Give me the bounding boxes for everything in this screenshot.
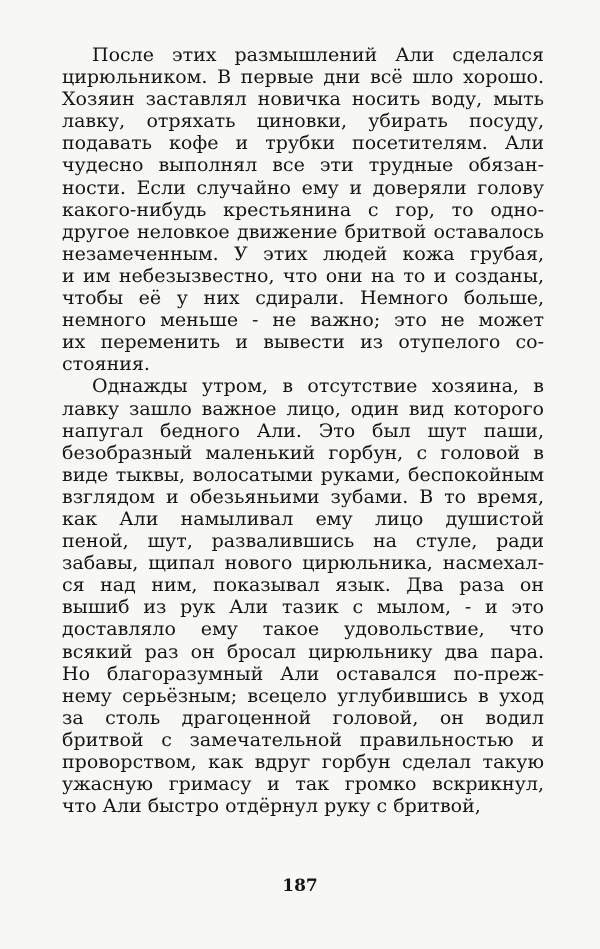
text-line: безобразный маленький горбун, с головой в (62, 441, 544, 464)
text-line: ся над ним, показывал язык. Два раза он (62, 574, 544, 597)
text-line: что Али быстро отдёрнул руку с бритвой, (62, 795, 481, 818)
text-line: подавать кофе и трубки посетителям. Али (62, 132, 544, 155)
text-line: бритвой с замечательной правильностью и (62, 728, 544, 751)
text-line: их переменить и вывести из отупелого со- (62, 331, 544, 354)
text-line: и им небезызвестно, что они на то и созданы, (62, 264, 544, 287)
text-line: проворством, как вдруг горбун сделал такую (62, 751, 544, 773)
text-line: пеной, шут, развалившись на стуле, ради (62, 530, 544, 553)
text-line: забавы, щипал нового цирюльника, насмехал- (62, 552, 544, 575)
body-text (62, 44, 544, 817)
text-line: лавку, отряхать циновки, убирать посуду, (62, 110, 544, 133)
paragraph (62, 44, 544, 375)
text-line: вышиб из рук Али тазик с мылом, - и это (62, 596, 544, 619)
text-line: виде тыквы, волосатыми руками, беспокойным (62, 463, 544, 486)
text-line: цирюльником. В первые дни всё шло хорошо. (62, 66, 544, 89)
text-line: другое неловкое движение бритвой оставалось (62, 220, 544, 243)
text-line: немного меньше - не важно; это не может (62, 309, 544, 332)
text-line: нему серьёзным; всецело углубившись в уход (62, 684, 544, 707)
text-line: всякий раз он бросал цирюльнику два пара. (62, 640, 544, 663)
page-number: 187 (282, 876, 318, 896)
text-line: напугал бедного Али. Это был шут паши, (62, 419, 544, 442)
text-line: лавку зашло важное лицо, один вид которого (62, 397, 544, 420)
text-line: ужасную гримасу и так громко вскрикнул, (62, 773, 544, 796)
text-line: ности. Если случайно ему и доверяли голову (62, 176, 544, 199)
text-line: незамеченным. У этих людей кожа грубая, (62, 242, 544, 265)
text-line: Однажды утром, в отсутствие хозяина, в (92, 375, 544, 398)
text-line: как Али намыливал ему лицо душистой (62, 507, 544, 530)
text-line: какого-нибудь крестьянина с гор, то одно- (62, 198, 544, 221)
text-line: взглядом и обезьяньими зубами. В то время, (62, 485, 544, 508)
text-line: Хозяин заставлял новичка носить воду, мыть (62, 88, 544, 111)
text-line: доставляло ему такое удовольствие, что (62, 618, 544, 641)
text-line: чудесно выполнял все эти трудные обязан- (62, 154, 544, 177)
text-line: После этих размышлений Али сделался (92, 44, 544, 66)
text-line: стояния. (62, 353, 150, 376)
paragraph (62, 375, 544, 817)
text-line: чтобы её у них сдирали. Немного больше, (62, 287, 544, 310)
text-line: Но благоразумный Али оставался по-преж- (62, 662, 544, 685)
text-line: за столь драгоценной головой, он водил (62, 706, 544, 729)
